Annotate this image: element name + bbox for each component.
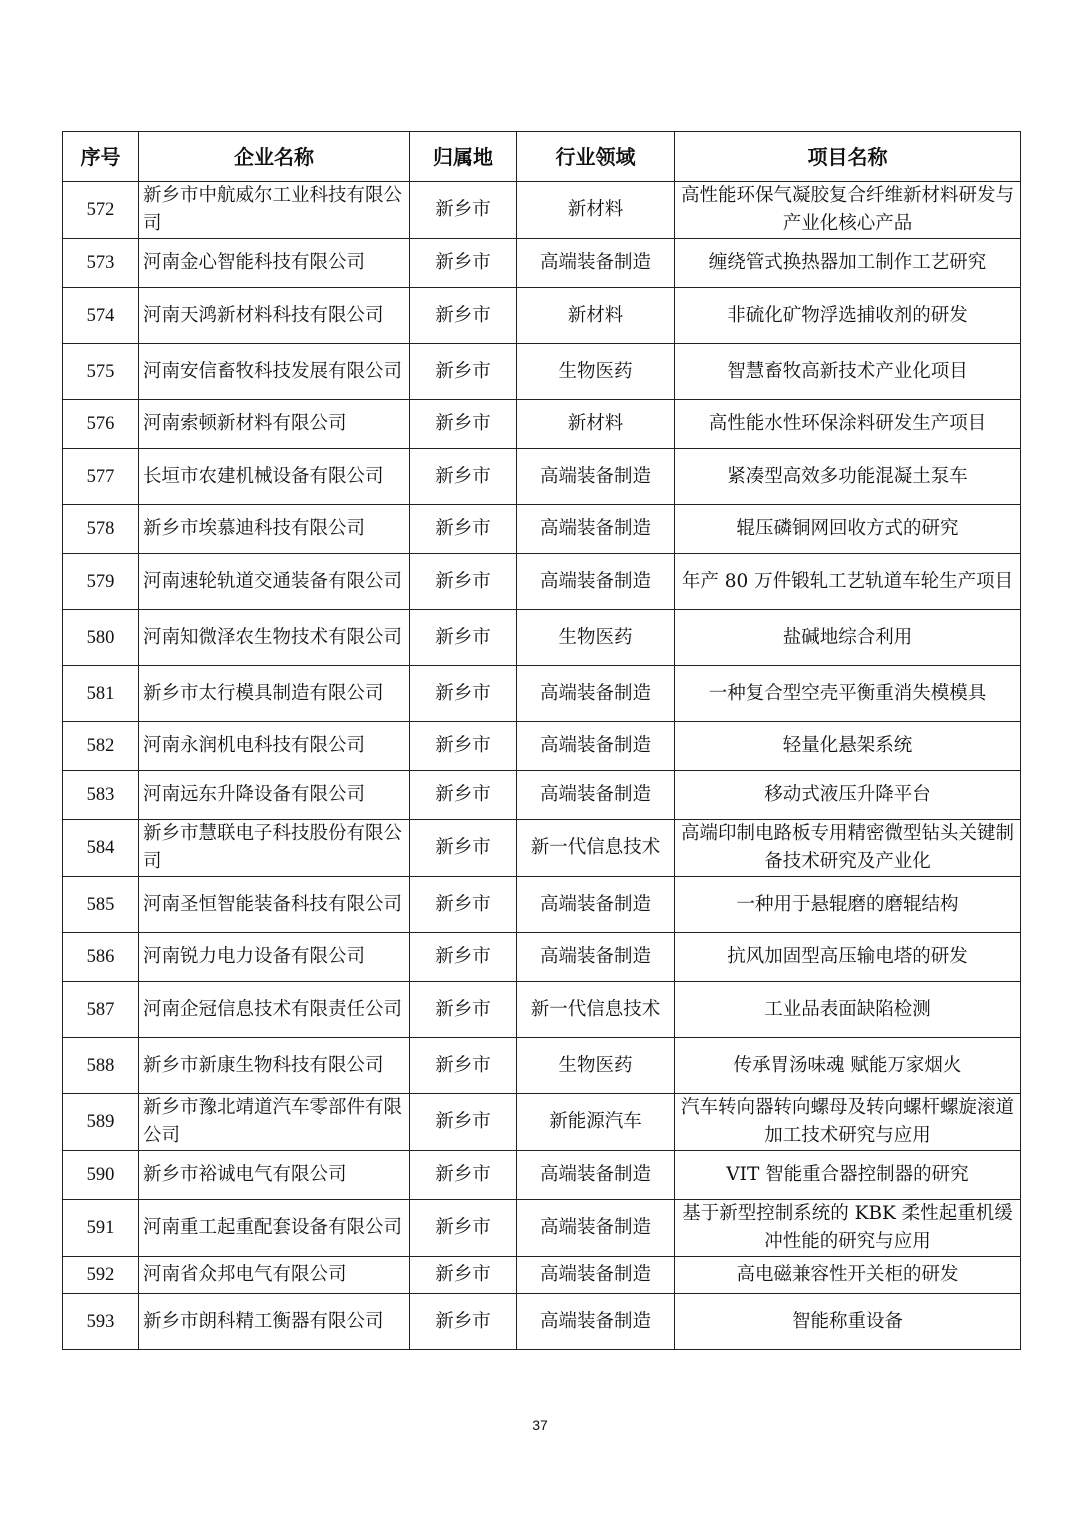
row-number: 590 bbox=[63, 1151, 139, 1200]
company-name: 新乡市豫北靖道汽车零部件有限公司 bbox=[139, 1094, 410, 1151]
location: 新乡市 bbox=[410, 1294, 517, 1350]
project-name: 辊压磷铜网回收方式的研究 bbox=[675, 505, 1021, 554]
project-name: 紧凑型高效多功能混凝土泵车 bbox=[675, 449, 1021, 505]
location: 新乡市 bbox=[410, 1038, 517, 1094]
table-row bbox=[63, 1257, 1021, 1294]
industry: 高端装备制造 bbox=[517, 505, 675, 554]
table-row bbox=[63, 449, 1021, 505]
location: 新乡市 bbox=[410, 933, 517, 982]
row-number: 580 bbox=[63, 610, 139, 666]
row-number: 579 bbox=[63, 554, 139, 610]
industry: 新一代信息技术 bbox=[517, 820, 675, 877]
table-row bbox=[63, 288, 1021, 344]
table-row bbox=[63, 344, 1021, 400]
row-number: 585 bbox=[63, 877, 139, 933]
row-number: 591 bbox=[63, 1200, 139, 1257]
table-row bbox=[63, 554, 1021, 610]
row-number: 574 bbox=[63, 288, 139, 344]
project-name: 移动式液压升降平台 bbox=[675, 771, 1021, 820]
table-row bbox=[63, 982, 1021, 1038]
table-row bbox=[63, 182, 1021, 239]
project-name: 盐碱地综合利用 bbox=[675, 610, 1021, 666]
row-number: 592 bbox=[63, 1257, 139, 1294]
row-number: 582 bbox=[63, 722, 139, 771]
row-number: 573 bbox=[63, 239, 139, 288]
location: 新乡市 bbox=[410, 820, 517, 877]
location: 新乡市 bbox=[410, 505, 517, 554]
page-number: 37 bbox=[532, 1417, 548, 1433]
industry: 新材料 bbox=[517, 182, 675, 239]
row-number: 577 bbox=[63, 449, 139, 505]
company-name: 新乡市太行模具制造有限公司 bbox=[139, 666, 410, 722]
project-name: 年产 80 万件锻轧工艺轨道车轮生产项目 bbox=[675, 554, 1021, 610]
industry: 高端装备制造 bbox=[517, 554, 675, 610]
table-header-row bbox=[63, 132, 1021, 182]
location: 新乡市 bbox=[410, 239, 517, 288]
table-body bbox=[63, 182, 1021, 1350]
row-number: 575 bbox=[63, 344, 139, 400]
project-name: 基于新型控制系统的 KBK 柔性起重机缓冲性能的研究与应用 bbox=[675, 1200, 1021, 1257]
company-name: 新乡市埃慕迪科技有限公司 bbox=[139, 505, 410, 554]
location: 新乡市 bbox=[410, 666, 517, 722]
table-row bbox=[63, 933, 1021, 982]
project-name: 传承胃汤味魂 赋能万家烟火 bbox=[675, 1038, 1021, 1094]
table-row bbox=[63, 505, 1021, 554]
project-table bbox=[62, 131, 1021, 1350]
location: 新乡市 bbox=[410, 288, 517, 344]
company-name: 河南省众邦电气有限公司 bbox=[139, 1257, 410, 1294]
location: 新乡市 bbox=[410, 610, 517, 666]
company-name: 新乡市裕诚电气有限公司 bbox=[139, 1151, 410, 1200]
industry: 高端装备制造 bbox=[517, 1257, 675, 1294]
project-name: 一种复合型空壳平衡重消失模模具 bbox=[675, 666, 1021, 722]
industry: 高端装备制造 bbox=[517, 666, 675, 722]
industry: 生物医药 bbox=[517, 610, 675, 666]
project-name: 高电磁兼容性开关柜的研发 bbox=[675, 1257, 1021, 1294]
industry: 新材料 bbox=[517, 400, 675, 449]
industry: 高端装备制造 bbox=[517, 933, 675, 982]
header-company: 企业名称 bbox=[139, 132, 410, 182]
project-name: 抗风加固型高压输电塔的研发 bbox=[675, 933, 1021, 982]
project-name: VIT 智能重合器控制器的研究 bbox=[675, 1151, 1021, 1200]
company-name: 河南速轮轨道交通装备有限公司 bbox=[139, 554, 410, 610]
project-name: 汽车转向器转向螺母及转向螺杆螺旋滚道加工技术研究与应用 bbox=[675, 1094, 1021, 1151]
location: 新乡市 bbox=[410, 1094, 517, 1151]
project-name: 工业品表面缺陷检测 bbox=[675, 982, 1021, 1038]
project-name: 智慧畜牧高新技术产业化项目 bbox=[675, 344, 1021, 400]
project-name: 轻量化悬架系统 bbox=[675, 722, 1021, 771]
table-row bbox=[63, 1094, 1021, 1151]
company-name: 河南安信畜牧科技发展有限公司 bbox=[139, 344, 410, 400]
company-name: 新乡市中航威尔工业科技有限公司 bbox=[139, 182, 410, 239]
industry: 高端装备制造 bbox=[517, 771, 675, 820]
row-number: 572 bbox=[63, 182, 139, 239]
project-name: 非硫化矿物浮选捕收剂的研发 bbox=[675, 288, 1021, 344]
location: 新乡市 bbox=[410, 182, 517, 239]
company-name: 河南圣恒智能装备科技有限公司 bbox=[139, 877, 410, 933]
company-name: 河南金心智能科技有限公司 bbox=[139, 239, 410, 288]
industry: 高端装备制造 bbox=[517, 1200, 675, 1257]
industry: 高端装备制造 bbox=[517, 1294, 675, 1350]
company-name: 河南索顿新材料有限公司 bbox=[139, 400, 410, 449]
company-name: 河南知微泽农生物技术有限公司 bbox=[139, 610, 410, 666]
table-row bbox=[63, 1038, 1021, 1094]
table-row bbox=[63, 666, 1021, 722]
project-name: 智能称重设备 bbox=[675, 1294, 1021, 1350]
industry: 高端装备制造 bbox=[517, 877, 675, 933]
industry: 新材料 bbox=[517, 288, 675, 344]
location: 新乡市 bbox=[410, 771, 517, 820]
company-name: 河南永润机电科技有限公司 bbox=[139, 722, 410, 771]
row-number: 593 bbox=[63, 1294, 139, 1350]
industry: 高端装备制造 bbox=[517, 722, 675, 771]
row-number: 584 bbox=[63, 820, 139, 877]
location: 新乡市 bbox=[410, 1200, 517, 1257]
project-name: 一种用于悬辊磨的磨辊结构 bbox=[675, 877, 1021, 933]
table-row bbox=[63, 610, 1021, 666]
table-row bbox=[63, 877, 1021, 933]
project-name: 缠绕管式换热器加工制作工艺研究 bbox=[675, 239, 1021, 288]
industry: 高端装备制造 bbox=[517, 1151, 675, 1200]
industry: 高端装备制造 bbox=[517, 449, 675, 505]
project-name: 高端印制电路板专用精密微型钻头关键制备技术研究及产业化 bbox=[675, 820, 1021, 877]
table-row bbox=[63, 1294, 1021, 1350]
row-number: 587 bbox=[63, 982, 139, 1038]
industry: 高端装备制造 bbox=[517, 239, 675, 288]
table-row bbox=[63, 1200, 1021, 1257]
company-name: 河南天鸿新材料科技有限公司 bbox=[139, 288, 410, 344]
table-row bbox=[63, 820, 1021, 877]
row-number: 578 bbox=[63, 505, 139, 554]
location: 新乡市 bbox=[410, 1257, 517, 1294]
location: 新乡市 bbox=[410, 1151, 517, 1200]
table-row bbox=[63, 239, 1021, 288]
row-number: 586 bbox=[63, 933, 139, 982]
row-number: 588 bbox=[63, 1038, 139, 1094]
industry: 新一代信息技术 bbox=[517, 982, 675, 1038]
row-number: 589 bbox=[63, 1094, 139, 1151]
table-row bbox=[63, 1151, 1021, 1200]
header-industry: 行业领域 bbox=[517, 132, 675, 182]
company-name: 新乡市新康生物科技有限公司 bbox=[139, 1038, 410, 1094]
company-name: 河南重工起重配套设备有限公司 bbox=[139, 1200, 410, 1257]
location: 新乡市 bbox=[410, 400, 517, 449]
header-number: 序号 bbox=[63, 132, 139, 182]
table-row bbox=[63, 400, 1021, 449]
company-name: 新乡市朗科精工衡器有限公司 bbox=[139, 1294, 410, 1350]
industry: 生物医药 bbox=[517, 344, 675, 400]
project-name: 高性能水性环保涂料研发生产项目 bbox=[675, 400, 1021, 449]
location: 新乡市 bbox=[410, 344, 517, 400]
industry: 新能源汽车 bbox=[517, 1094, 675, 1151]
row-number: 581 bbox=[63, 666, 139, 722]
table-row bbox=[63, 722, 1021, 771]
company-name: 长垣市农建机械设备有限公司 bbox=[139, 449, 410, 505]
location: 新乡市 bbox=[410, 982, 517, 1038]
location: 新乡市 bbox=[410, 722, 517, 771]
location: 新乡市 bbox=[410, 877, 517, 933]
table-row bbox=[63, 771, 1021, 820]
company-name: 新乡市慧联电子科技股份有限公司 bbox=[139, 820, 410, 877]
company-name: 河南企冠信息技术有限责任公司 bbox=[139, 982, 410, 1038]
company-name: 河南锐力电力设备有限公司 bbox=[139, 933, 410, 982]
location: 新乡市 bbox=[410, 449, 517, 505]
company-name: 河南远东升降设备有限公司 bbox=[139, 771, 410, 820]
header-project: 项目名称 bbox=[675, 132, 1021, 182]
project-name: 高性能环保气凝胶复合纤维新材料研发与产业化核心产品 bbox=[675, 182, 1021, 239]
location: 新乡市 bbox=[410, 554, 517, 610]
row-number: 583 bbox=[63, 771, 139, 820]
industry: 生物医药 bbox=[517, 1038, 675, 1094]
header-location: 归属地 bbox=[410, 132, 517, 182]
row-number: 576 bbox=[63, 400, 139, 449]
